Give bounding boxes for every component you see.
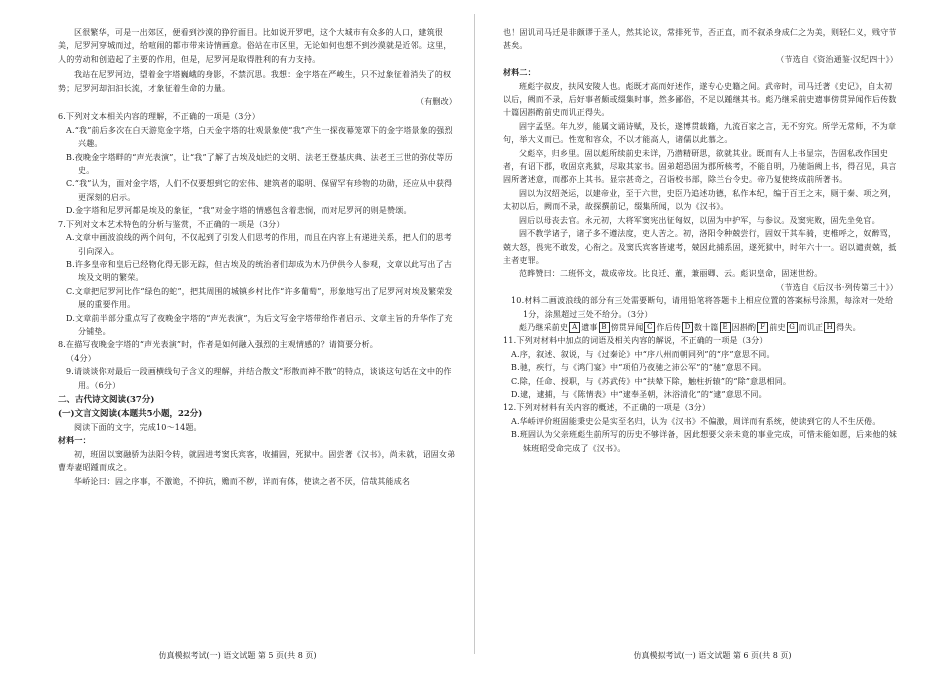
- material-paragraph: 固字孟坚。年九岁，能属文诵诗赋，及长，遂博贯载籍，九流百家之言，无不穷究。所学无常师，不为章句，举大义而已。性宽和容众，不以才能高人，诸儒以此慕之。: [503, 121, 897, 145]
- material-paragraph: 范晔赞曰：二班怀文，裁成帝坟。比良迁、董，兼丽卿、云。彪识皇命，固迷世纷。: [519, 269, 823, 279]
- option-d: D.逮，逮捕，与《陈情表》中“逮奉圣朝，沐浴清化”的“逮”意思不同。: [511, 389, 767, 399]
- material-paragraph: 华峤论曰：固之序事，不激诡，不抑抗，赡而不秽，详而有体，使读之者不厌，信哉其能成名: [74, 476, 411, 486]
- material-paragraph: 父彪卒，归乡里。固以彪所续前史未详，乃潜精研思，欲就其业。既而有人上书显宗，告固私改作国史者，有诏下郡，收固京兆狱，尽取其家书。固弟超恐固为郡所核考，不能自明，乃驰诣阙上书，得召见，具言固所著述意，而郡亦上其书。显宗甚奇之，召诣校书部，除兰台令史。帝乃复使终成前所著书。: [503, 148, 897, 185]
- material-label: 材料二：: [503, 67, 536, 78]
- option-a: A.“我”前后多次在白天游览金字塔，白天金字塔的壮观景象使“我”产生一探夜幕笼罩下的金字塔景象的强烈兴趣。: [66, 125, 453, 149]
- passage-paragraph-final: 我站在尼罗河边，望着金字塔巍峨的身影，不禁沉思。我想：金字塔在严峻生，只不过象征着消失了的权势；尼罗河却汩汩长流，才象征着生命的力量。: [58, 70, 452, 93]
- option-c: C.“我”认为，面对金字塔，人们不仅要想到它的宏伟、建筑者的聪明、保留罕有珍物的功勋，还应从中获得更深刻的启示。: [66, 179, 453, 202]
- option-b: B.班固认为父亲班彪生前所写的历史不够详备，因此想要父亲未竟的事业完成，可惜未能如愿，后来他的妹妹班昭受命完成了《汉书》。: [511, 430, 898, 453]
- right-page: [475, 0, 950, 673]
- question-11: [503, 334, 898, 401]
- text-part: 傍贯异闻: [610, 322, 644, 332]
- material-paragraph: 固以为汉绍尧运，以建帝业，至于六世，史臣乃追述功德，私作本纪，编于百王之末，厕于秦、项之列，太初以后，阙而不录，故探撰前记，缀集所闻，以为《汉书》。: [503, 188, 897, 212]
- question-stem: 11.下列对材料中加点的词语及相关内容的解说，不正确的一项是（3分）: [503, 336, 768, 346]
- option-d: D.金字塔和尼罗河都是埃及的象征，“我”对金字塔的情感包含着悲悯，而对尼罗河的则是赞颂。: [66, 206, 412, 216]
- text-part: 彪乃继采前史: [519, 322, 569, 332]
- question-stem: 10.材料二画波浪线的部分有三处需要断句，请用铅笔将答题卡上相应位置的答案标号涂黑，每涂对一处给1分，涂黑超过三处不给分。（3分）: [511, 296, 894, 319]
- material-source: （节选自《资治通鉴·汉纪四十》）: [776, 54, 898, 64]
- option-b: B.夜晚金字塔畔的“声光表演”，让“我”了解了古埃及灿烂的文明、法老王登基庆典、法老王三世的弥仗等历史。: [66, 152, 453, 176]
- material-paragraph: 班彪字叔皮，扶风安陵人也。彪既才高而好述作，遂专心史籍之间。武帝时，司马迁著《史记》，自太初以后，阙而不录，后好事者颇或缀集时事，然多鄙俗，不足以踵继其书。彪乃继采前史遗事傍贯异闻作后传数十篇因斟酌前史而讥正得失。: [503, 81, 897, 118]
- material-paragraph: 固不教学诸子，诸子多不遵法度，吏人苦之。初，洛阳令种兢尝行，固奴干其车骑，吏椎呼之，奴醉骂，兢大怒，畏宪不敢发，心衔之。及窦氏宾客皆逮考，兢因此捕系固，遂死狱中，时年六十一。诏以谴责兢，抵主者吏罪。: [503, 229, 897, 265]
- answer-box-c[interactable]: C: [644, 322, 655, 333]
- option-c: C.除，任命、授职，与《苏武传》中“扶辇下除，触柱折辕”的“除”意思相同。: [511, 376, 792, 386]
- page-footer: [0, 650, 475, 661]
- option-d: D.文章前半部分重点写了夜晚金字塔的“声光表演”，为后文写金字塔带给作者启示、文章主旨的升华作了充分铺垫。: [66, 313, 453, 336]
- subsection-heading: (一)文言文阅读(本题共5小题，22分): [58, 408, 203, 419]
- instruction: 阅读下面的文字，完成10～14题。: [74, 422, 202, 432]
- material-continuation: 也！固讥司马迁是非颇谬于圣人，然其论议，常排死节，否正直，而不叙杀身成仁之为美，则轻仁义，贱守节甚矣。: [503, 28, 897, 51]
- material-paragraph: 初，班固以窦融骄为法阳令转，就固进考窦氏宾客，收捕固，死狱中。固尝著《汉书》，尚未就，诏固女弟曹寿妻昭踵而成之。: [58, 449, 456, 473]
- material-source: （节选自《后汉书·列传第三十》）: [776, 282, 898, 292]
- option-a: A.序，叙述、叙说，与《过秦论》中“序八州而朝同列”的“序”意思不同。: [511, 349, 775, 359]
- question-12: [503, 401, 898, 455]
- option-a: A.文章中画波浪线的两个问句，不仅起到了引发人们思考的作用，而且在内容上有递进关系，把人们的思考引向深入。: [66, 233, 452, 256]
- section-heading: 二、古代诗文阅读(37分): [58, 394, 155, 405]
- question-6: [58, 110, 457, 217]
- text-part: 得失。: [836, 322, 861, 332]
- option-a: A.华峤评价班固能秉史公是实至名归，认为《汉书》不偏激，周详而有系统，使读到它的人不生厌倦。: [511, 416, 881, 426]
- question-9: [58, 365, 457, 392]
- segmentation-line: [503, 321, 898, 334]
- footer-text: 仿真模拟考试(一) 语文试题 第 6 页(共 8 页): [633, 651, 792, 660]
- question-score: （4分）: [66, 353, 96, 363]
- answer-box-h[interactable]: H: [824, 322, 835, 333]
- material-label: 材料一：: [58, 435, 91, 446]
- option-b: B.许多皇帝和皇后已经物化得无影无踪，但古埃及的统治者们却成为木乃伊供今人参观，文章以此写出了古埃及文明的繁荣。: [66, 259, 453, 283]
- option-b: B.驰，疾行，与《鸿门宴》中“项伯乃夜驰之沛公军”的“驰”意思不同。: [511, 363, 767, 373]
- text-part: 因斟酌: [731, 322, 757, 332]
- question-stem: 9.请谈谈你对最后一段画横线句子含义的理解，并结合散文“形散而神不散”的特点，谈谈这句话在文中的作用。（6分）: [66, 367, 452, 390]
- text-part: 而讥正: [798, 322, 824, 332]
- question-10: [503, 294, 898, 334]
- answer-box-g[interactable]: G: [787, 322, 798, 333]
- answer-box-e[interactable]: E: [720, 322, 731, 333]
- answer-box-d[interactable]: D: [682, 322, 693, 333]
- passage-paragraph: 区很繁华，可是一出郊区，便看到沙漠的狰狞面目。比如说开罗吧，这个大城市有众多的人口，建筑很美，尼罗河穿城而过，给喧闹的都市带来诗情画意。俗站在市区里，无论如何也想不到沙漠就是近邻。这里，人的劳动和创造起了主要的作用，但是，尼罗河是取得胜利的有力支持。: [58, 28, 452, 64]
- text-part: 作后传: [656, 322, 682, 332]
- material-paragraph: 固后以母丧去官。永元初，大将军窦宪出征匈奴，以固为中护军，与参议。及窦宪败，固先坐免官。: [519, 215, 880, 225]
- answer-box-b[interactable]: B: [599, 322, 610, 333]
- passage-source: （有删改）: [416, 97, 457, 107]
- option-c: C.文章把尼罗河比作“绿色的蛇”，把其周围的城镇乡村比作“许多葡萄”，形象地写出了尼罗河对埃及繁荣发展的重要作用。: [66, 286, 453, 310]
- question-7: [58, 218, 457, 339]
- text-part: 前史: [769, 322, 786, 332]
- text-part: 遗事: [581, 322, 598, 332]
- question-stem: 7.下列对文本艺术特色的分析与鉴赏，不正确的一项是（3分）: [58, 219, 285, 229]
- answer-box-f[interactable]: F: [757, 322, 768, 333]
- question-8: [58, 338, 457, 365]
- answer-box-a[interactable]: A: [569, 322, 580, 333]
- text-part: 数十篇: [694, 322, 719, 332]
- page-footer: [475, 650, 950, 661]
- question-stem: 12.下列对材料有关内容的概述，不正确的一项是（3分）: [503, 403, 711, 413]
- footer-text: 仿真模拟考试(一) 语文试题 第 5 页(共 8 页): [158, 651, 317, 660]
- question-stem: 8.在描写夜晚金字塔的“声光表演”时，作者是如何融入强烈的主观情感的？请简要分析。: [58, 340, 379, 350]
- question-stem: 6.下列对文本相关内容的理解，不正确的一项是（3分）: [58, 112, 260, 122]
